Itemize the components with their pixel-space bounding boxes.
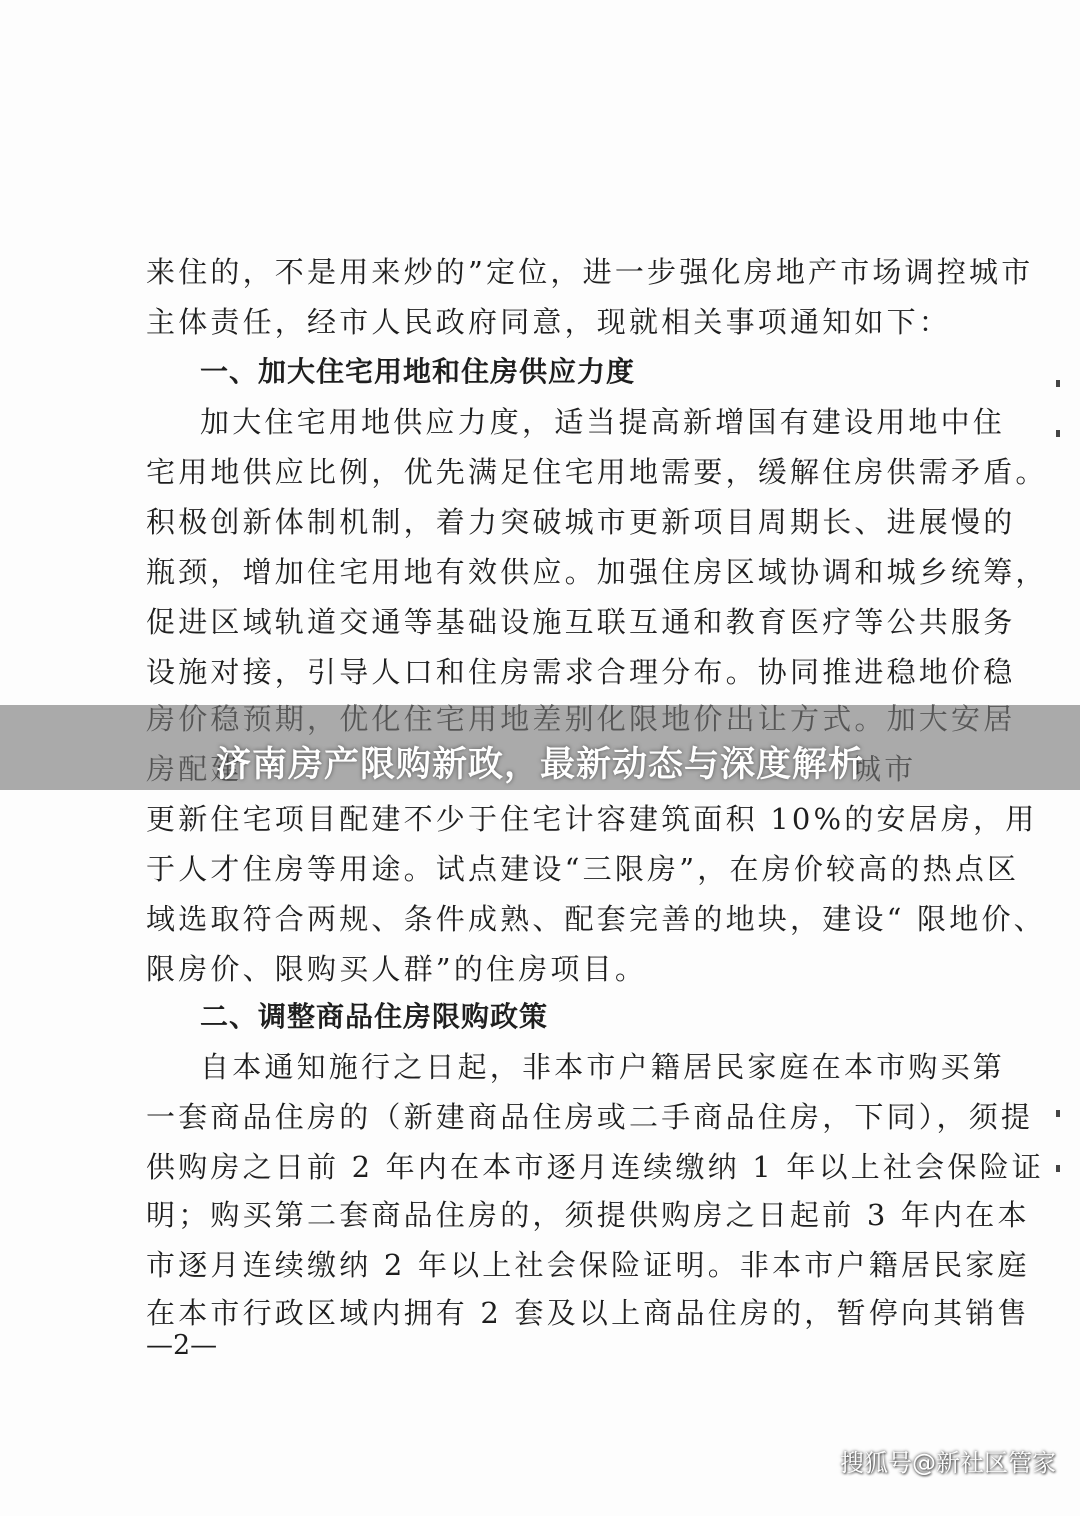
body-line: 积极创新体制机制，着力突破城市更新项目周期长、进展慢的 xyxy=(146,505,1016,539)
scan-speck xyxy=(1056,380,1060,387)
body-line: 来住的，不是用来炒的”定位，进一步强化房地产市场调控城市 xyxy=(146,255,1034,289)
body-line: 更新住宅项目配建不少于住宅计容建筑面积 10%的安居房，用 xyxy=(146,802,1038,836)
body-line: 主体责任，经市人民政府同意，现就相关事项通知如下： xyxy=(146,305,952,339)
body-line: 加大住宅用地供应力度，适当提高新增国有建设用地中住 xyxy=(200,405,1006,439)
body-line: 于人才住房等用途。试点建设“三限房”，在房价较高的热点区 xyxy=(146,852,1020,886)
body-line: 供购房之日前 2 年内在本市逐月连续缴纳 1 年以上社会保险证 xyxy=(146,1150,1044,1184)
body-line: 在本市行政区域内拥有 2 套及以上商品住房的，暂停向其销售 xyxy=(146,1296,1030,1330)
section-heading-1: 一、加大住宅用地和住房供应力度 xyxy=(200,355,636,388)
scan-speck xyxy=(1056,430,1060,437)
section-heading-2: 二、调整商品住房限购政策 xyxy=(200,1000,549,1033)
body-line: 宅用地供应比例，优先满足住宅用地需要，缓解住房供需矛盾。 xyxy=(146,455,1048,489)
body-line: 市逐月连续缴纳 2 年以上社会保险证明。非本市户籍居民家庭 xyxy=(146,1248,1030,1282)
body-line: 一套商品住房的（新建商品住房或二手商品住房，下同），须提 xyxy=(146,1100,1034,1134)
watermark: 搜狐号@新社区管家 xyxy=(840,1449,1056,1477)
scan-speck xyxy=(1056,1110,1060,1117)
body-line: 限房价、限购买人群”的住房项目。 xyxy=(146,952,648,986)
body-line: 瓶颈，增加住宅用地有效供应。加强住房区域协调和城乡统筹， xyxy=(146,555,1048,589)
body-line: 明；购买第二套商品住房的，须提供购房之日起前 3 年内在本 xyxy=(146,1198,1030,1232)
body-line: 设施对接，引导人口和住房需求合理分布。协同推进稳地价稳 xyxy=(146,655,1016,689)
scan-speck xyxy=(1056,1165,1060,1172)
body-line: 自本通知施行之日起，非本市户籍居民家庭在本市购买第 xyxy=(200,1050,1006,1084)
body-line: 促进区域轨道交通等基础设施互联互通和教育医疗等公共服务 xyxy=(146,605,1016,639)
page-number: —2— xyxy=(146,1330,218,1361)
banner-title: 济南房产限购新政，最新动态与深度解析 xyxy=(215,745,864,785)
body-line: 域选取符合两规、条件成熟、配套完善的地块，建设“ 限地价、 xyxy=(146,902,1046,936)
